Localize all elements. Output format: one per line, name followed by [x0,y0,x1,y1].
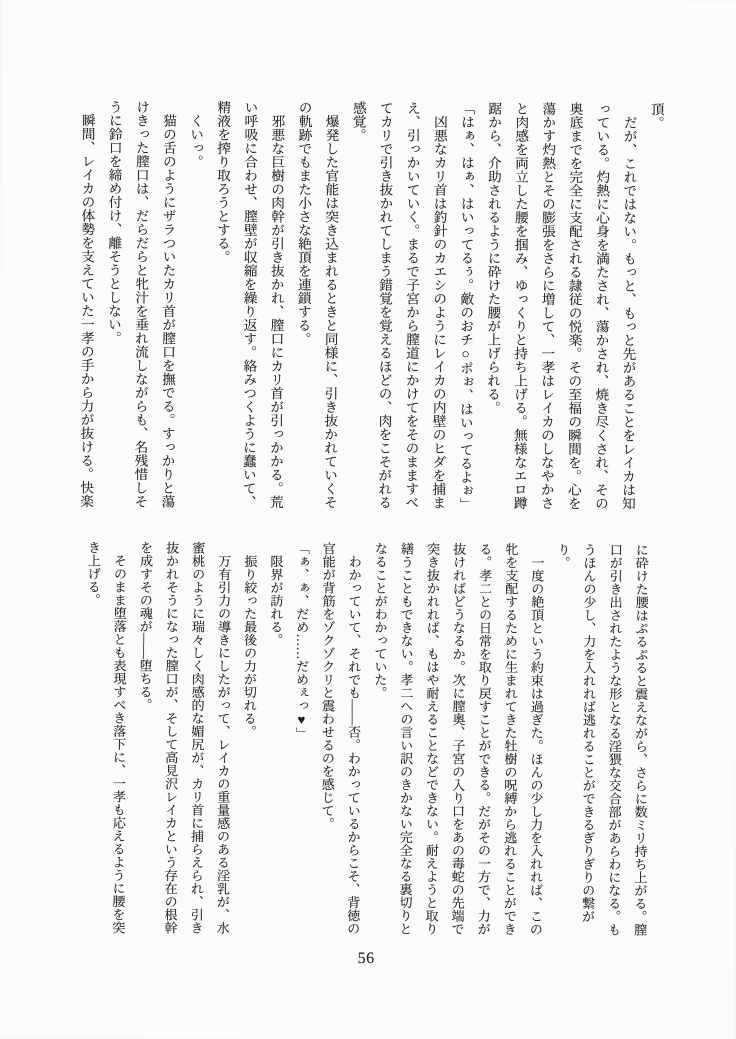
text-column: 邪悪な巨樹の肉幹が引き抜かれ、膣口にカリ首が引っかかる。荒 [267,100,285,509]
text-column: 蜜桃のように瑞々しく肉感的な媚尻が、カリ首に捕らえられ、引き [188,541,206,935]
text-column: り。 [555,542,571,570]
text-column: 踞から、介助されるように砕けた腰が上げられる。 [484,101,502,415]
text-column: え、引っかいていく。まるで子宮から膣道にかけてをそのまますべ [403,101,420,510]
text-block-bottom [77,541,654,938]
text-column: 感覚。 [350,100,366,142]
text-column: わかっていて、それでも——否。わかっているからこそ、背徳の [345,541,362,935]
text-column: だが、これではない。もっと、もっと先があることをレイカは知 [619,102,637,511]
page-number: 56 [357,949,375,968]
text-column: 猫の舌のようにザラついたカリ首が膣口を撫でる。すっかりと蕩 [159,100,177,509]
text-column: てカリで引き抜かれてしまう錯覚を覚えるほどの、肉をこそがれる [376,101,393,510]
text-column: 爆発した官能は突き込まれるときと同様に、引き抜かれていくそ [321,100,339,509]
text-column: き上げる。 [85,540,101,607]
text-column: 凶悪なカリ首は釣針のカエシのようにレイカの内壁のヒダを捕ま [430,101,448,510]
text-column-dialogue: 「はぁ、はぁ、はいってるぅ。敵のおチ○ポぉ、はいってるよぉ」 [457,101,475,511]
text-column: けきった膣口は、だらだらと牝汁を垂れ流しながらも、名残惜しそ [132,99,150,509]
text-column: る。孝二との日常を取り戻すことができる。だがその一方で、力が [475,542,493,936]
text-column: 抜かれそうになった膣口が、そして高見沢レイカという存在の根幹 [162,541,180,935]
text-column: 瞬間、レイカの体勢を支えていた一孝の手から力が抜ける。快楽 [78,99,95,508]
text-column: 振り絞った最後の力が切れる。 [241,541,258,739]
text-column: 突き抜かれれば、もはや耐えることなどできない。耐えようと取り [423,542,441,936]
text-column: 官能が背筋をゾクゾクリと震わせるのを感じて。 [319,541,336,831]
text-block-top [71,100,670,515]
text-column: 繕うこともできない。孝二への言い訳のきかない完全なる裏切りと [397,542,415,936]
text-column: を成すその魂が——堕ちる。 [137,540,154,712]
text-column: 蕩かす灼熱とその膨張をさらに増して、一孝はレイカのしなやかさ [538,101,556,510]
text-column-dialogue: 「ぁ、ぁ、だめ……だめぇっ♥」 [293,541,310,741]
text-column: 牝を支配するために生まれてきた牡樹の呪縛から逃れることができ [501,542,519,936]
text-column: なることがわかっていた。 [372,542,388,700]
text-column: 頂。 [648,102,664,130]
text-column: 万有引力の導きにしたがって、レイカの重量感のある淫乳が、水 [214,541,232,935]
text-column: うほんの少し、力を入れれば逃れることができるぎりぎりの繋が [580,542,597,923]
text-column: くいっ。 [187,100,204,169]
text-column: っている。灼熱に心身を満たされ、蕩かされ、焼き尽くされ、その [592,101,610,511]
text-column: と肉感を両立した腰を掴み、ゆっくりと持ち上げる。無様なエロ蹲 [511,101,529,510]
text-column: 口が引き出されたような形となる淫猥な交合部があらわになる。も [606,543,623,937]
text-column: 一度の絶頂という約束は過ぎた。ほんの少し力を入れれば、この [527,542,545,936]
text-column: の軌跡でもまた小さな絶頂を連鎖する。 [295,100,312,346]
text-column: うに鈴口を締め付け、離そうとしない。 [105,99,122,345]
text-column: そのまま堕落とも表現すべき落下に、一孝も応えるように腰を突 [110,540,128,934]
text-column: に砕けた腰はぷるぷると震えながら、さらに数ミリ持ち上がる。膣 [632,543,649,937]
text-column: 精液を搾り取ろうとする。 [214,100,231,264]
text-column: 抜ければどうなるか。次に膣奥、子宮の入り口をあの毒蛇の先端で [449,542,467,936]
text-column: 奥底までを完全に支配される隷従の悦楽。その至福の瞬間を。心を [565,101,583,510]
text-column: 限界が訪れる。 [268,541,284,647]
text-column: い呼吸に合わせ、膣壁が収縮を繰り返す。絡みつくように蠢いて、 [240,100,258,509]
